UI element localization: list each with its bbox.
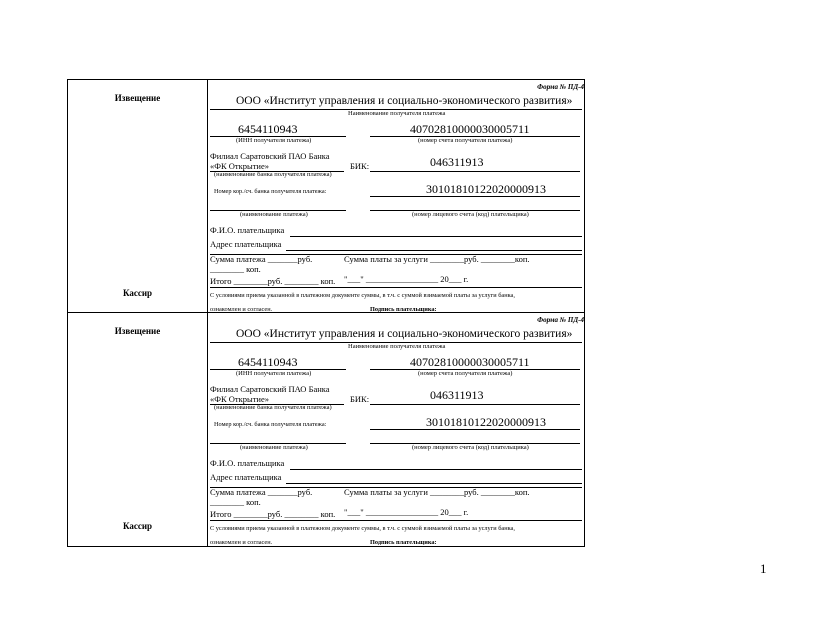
address-line <box>286 483 582 484</box>
inn-value: 6454110943 <box>238 355 298 369</box>
payment-name-caption: (наименование платежа) <box>240 211 308 218</box>
total-label: Итого ________руб. ________ коп. <box>210 509 336 519</box>
account-value: 40702810000030005711 <box>410 122 530 136</box>
page-number: 1 <box>760 561 767 576</box>
total-label: Итого ________руб. ________ коп. <box>210 276 336 286</box>
bank-name-line2: «ФК Открытие» <box>210 394 269 404</box>
corr-account-line <box>370 429 580 430</box>
kop-line: ________ коп. <box>210 497 261 507</box>
conditions-text: С условиями приема указанной в платежном документе суммы, в т.ч. с суммой взимаемой платы за услуги банка, <box>210 525 515 532</box>
coupon-right-column <box>208 313 584 546</box>
bank-caption: (наименование банка получателя платежа) <box>214 171 332 178</box>
payment-name-caption: (наименование платежа) <box>240 444 308 451</box>
bik-line <box>370 404 580 405</box>
personal-account-caption: (номер лицевого счета (код) плательщика) <box>412 444 529 451</box>
signature-label: Подпись плательщика: <box>370 306 437 313</box>
total-line <box>210 287 582 288</box>
cashier-label: Кассир <box>122 521 153 531</box>
personal-account-caption: (номер лицевого счета (код) плательщика) <box>412 211 529 218</box>
notice-label: Извещение <box>114 93 161 103</box>
recipient-name: ООО «Институт управления и социально-экономического развития» <box>236 328 573 340</box>
date-line: "___" _________________ 20___ г. <box>344 274 469 284</box>
bank-name-line1: Филиал Саратовский ПАО Банка <box>210 151 330 161</box>
address-line <box>286 250 582 251</box>
bik-label: БИК: <box>350 394 370 404</box>
address-label: Адрес плательщика <box>210 472 282 482</box>
payment-coupon-1 <box>67 79 585 313</box>
inn-caption: (ИНН получателя платежа) <box>236 370 312 377</box>
sum-label: Сумма платежа _______руб. <box>210 487 313 497</box>
address-label: Адрес плательщика <box>210 239 282 249</box>
bank-name-line2: «ФК Открытие» <box>210 161 269 171</box>
bank-caption: (наименование банка получателя платежа) <box>214 404 332 411</box>
kop-line: ________ коп. <box>210 264 261 274</box>
recipient-name: ООО «Институт управления и социально-экономического развития» <box>236 95 573 107</box>
corr-account-value: 30101810122020000913 <box>426 182 546 196</box>
bik-value: 046311913 <box>430 155 484 169</box>
service-sum-label: Сумма платы за услуги ________руб. ________коп. <box>344 487 530 497</box>
corr-account-label: Номер кор./сч. банка получателя платежа: <box>214 188 327 195</box>
inn-value: 6454110943 <box>238 122 298 136</box>
payment-coupon-2 <box>67 313 585 547</box>
cashier-label: Кассир <box>122 288 153 298</box>
coupon-right-column <box>208 80 584 312</box>
coupon-left-column <box>68 80 208 312</box>
recipient-caption: Наименование получателя платежа <box>348 110 446 117</box>
form-number: Форма № ПД-4 <box>537 83 584 91</box>
recipient-caption: Наименование получателя платежа <box>348 343 446 350</box>
account-caption: (номер счета получателя платежа) <box>418 137 513 144</box>
corr-account-value: 30101810122020000913 <box>426 415 546 429</box>
sum-label: Сумма платежа _______руб. <box>210 254 313 264</box>
conditions-text: С условиями приема указанной в платежном документе суммы, в т.ч. с суммой взимаемой платы за услуги банка, <box>210 292 515 299</box>
bik-label: БИК: <box>350 161 370 171</box>
fio-line <box>290 236 582 237</box>
total-line <box>210 520 582 521</box>
corr-account-line <box>370 196 580 197</box>
fio-label: Ф.И.О. плательщика <box>210 225 285 235</box>
account-value: 40702810000030005711 <box>410 355 530 369</box>
fio-line <box>290 469 582 470</box>
date-line: "___" _________________ 20___ г. <box>344 507 469 517</box>
bik-line <box>370 171 580 172</box>
bank-name-line1: Филиал Саратовский ПАО Банка <box>210 384 330 394</box>
form-number: Форма № ПД-4 <box>537 316 584 324</box>
agreed-text: ознакомлен и согласен. <box>210 539 273 546</box>
coupon-left-column <box>68 313 208 546</box>
corr-account-label: Номер кор./сч. банка получателя платежа: <box>214 421 327 428</box>
account-caption: (номер счета получателя платежа) <box>418 370 513 377</box>
service-sum-label: Сумма платы за услуги ________руб. ________коп. <box>344 254 530 264</box>
fio-label: Ф.И.О. плательщика <box>210 458 285 468</box>
notice-label: Извещение <box>114 326 161 336</box>
bik-value: 046311913 <box>430 388 484 402</box>
signature-label: Подпись плательщика: <box>370 539 437 546</box>
agreed-text: ознакомлен и согласен. <box>210 306 273 313</box>
inn-caption: (ИНН получателя платежа) <box>236 137 312 144</box>
